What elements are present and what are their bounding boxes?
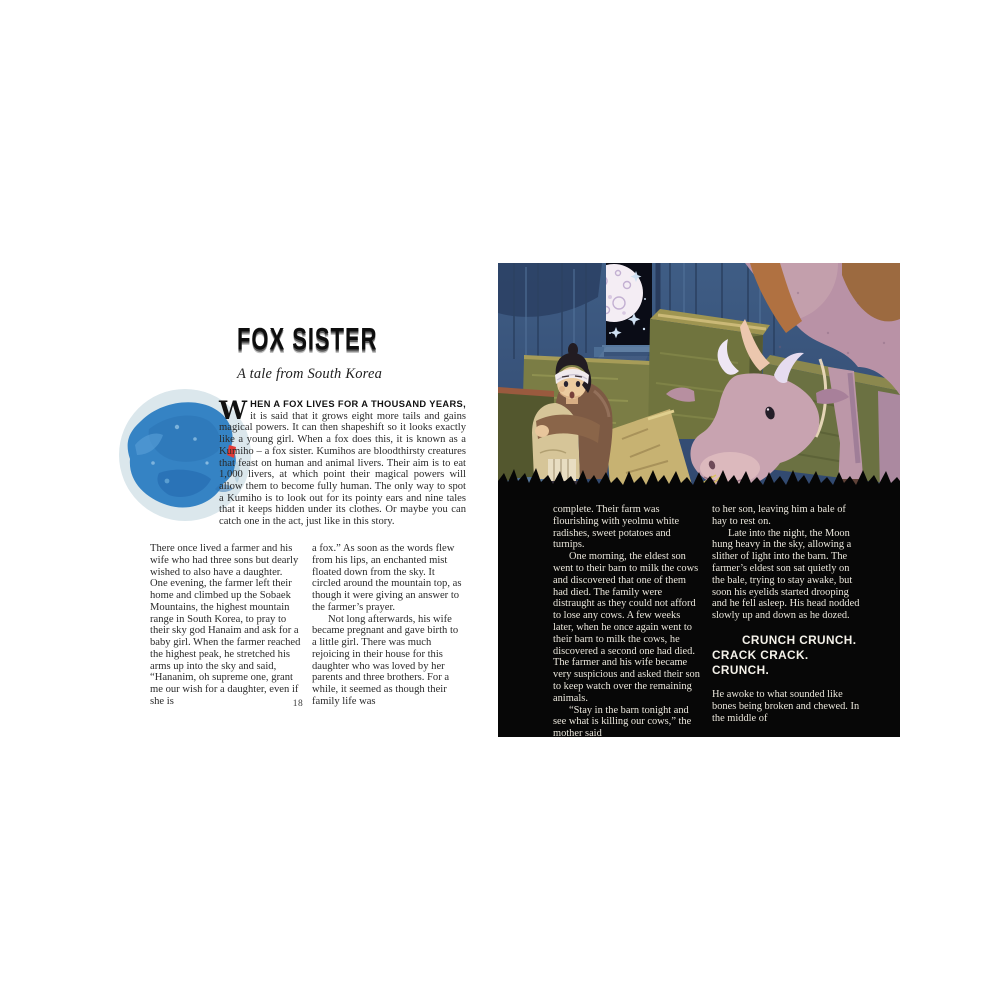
intro-body-text: it is said that it grows eight more tails and gains magical powers. It can then shapeshift so it looks exactly like a young girl. When a fox does this, it is known as a Kumiho – a fox sister. Kumihos are bloodthirsty creatures that feast on human and animal livers. Their aim is to eat 1,000 livers, at which point their magical powers will allow them to become fully human. The only way to spot a Kumiho is to look out for its pointy ears and nine tales that it keeps hidden under its clothes. Or maybe you can catch one in the act, just like in this story. — [219, 410, 466, 528]
right-page-columns — [553, 504, 862, 740]
right-page-column-1 — [553, 504, 703, 740]
story-paragraph: There once lived a farmer and his wife who had three sons but dearly wished to also have a daughter. One evening, the farmer left their home and climbed up the Sobaek Mountains, the highest mountain range in South Korea, to pray to their sky god Hanaim and ask for a baby girl. When the farmer reached the highest peak, he stretched his arms up into the sky and said, “Hananim, oh supreme one, grant me our wish for a daughter, even if she is — [150, 543, 301, 707]
story-subtitle: A tale from South Korea — [237, 366, 383, 382]
story-paragraph: Late into the night, the Moon hung heavy in the sky, allowing a slither of light into the barn. The farmer’s eldest son sat quietly on the bale, trying to stay awake, but soon his eyelids started drooping and he fell asleep. His head nodded slowly up and down as he dozed. — [712, 527, 860, 622]
story-paragraph: a fox.” As soon as the words flew from his lips, an enchanted mist floated down from the sky. It circled around the mountain top, as though it were giving an answer to the farmer’s prayer. — [312, 543, 462, 613]
left-page-column-2 — [312, 543, 464, 708]
lead-in-caps: HEN A FOX LIVES FOR A THOUSAND YEARS, — [250, 399, 466, 409]
left-page-columns — [150, 543, 464, 708]
story-paragraph: He awoke to what sounded like bones being broken and chewed. In the middle of — [712, 688, 860, 724]
story-paragraph: to her son, leaving him a bale of hay to rest on. — [712, 504, 846, 527]
story-title: FOX SISTER — [237, 322, 378, 358]
right-page-column-2 — [712, 504, 862, 740]
drop-cap: W — [219, 396, 248, 425]
barn-scene-illustration — [498, 263, 900, 500]
right-page — [498, 263, 900, 740]
story-paragraph: complete. Their farm was flourishing with yeolmu white radishes, sweet potatoes and turnips. — [553, 504, 680, 551]
story-paragraph: One morning, the eldest son went to their barn to milk the cows and discovered that one of them had died. The family were distraught as they could not afford to lose any cows. A few weeks later, when he once again went to their barn to milk the cows, he discovered a second one had died. The farmer and his wife became very suspicious and asked their son to keep watch over the remaining animals. — [553, 551, 700, 704]
left-page-column-1 — [150, 543, 302, 708]
story-paragraph: “Stay in the barn tonight and see what is killing our cows,” the mother said — [553, 704, 692, 740]
intro-paragraph — [150, 396, 466, 528]
sfx-text: CRUNCH CRUNCH. CRACK CRACK. CRUNCH. — [712, 632, 857, 677]
intro-section — [150, 396, 466, 528]
globe-text-wrap-spacer — [119, 399, 219, 523]
story-paragraph: Not long afterwards, his wife became pregnant and gave birth to a little girl. There was much rejoicing in their house for this daughter who was loved by her parents and three brothers. For a while, it seemed as though their family life was — [312, 613, 459, 707]
page-number: 18 — [292, 699, 304, 709]
